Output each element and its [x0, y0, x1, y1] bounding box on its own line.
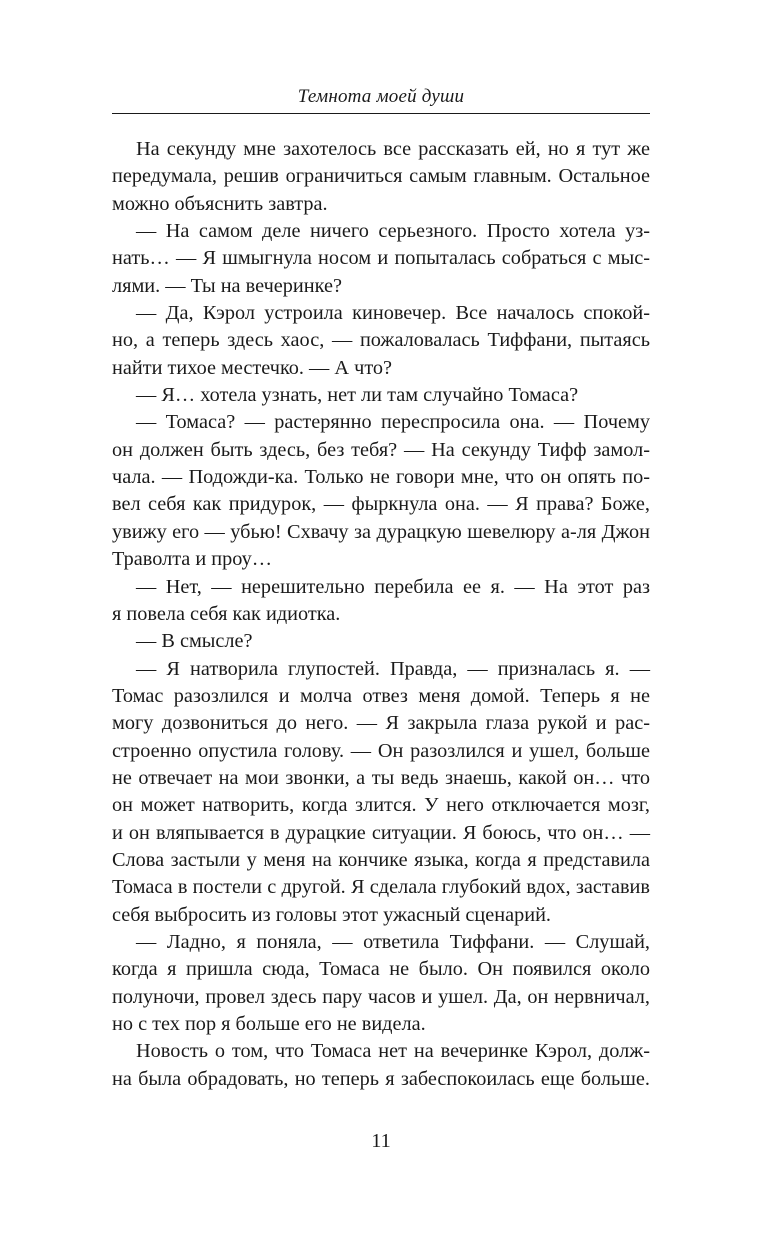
paragraph: [112, 929, 650, 1038]
paragraph: [112, 1038, 650, 1093]
text-line: но с тех пор я больше его не видела.: [112, 1013, 426, 1035]
text-line: Слова застыли у меня на кончике языка, когда я представила: [112, 848, 650, 871]
paragraph: [112, 656, 650, 929]
paragraph: [112, 218, 650, 300]
paragraph: [112, 574, 650, 629]
text-line: — На самом деле ничего серьезного. Просто хотела уз-: [136, 220, 650, 243]
text-line: на была обрадовать, но теперь я забеспокоилась еще больше.: [112, 1067, 650, 1090]
paragraph: [112, 382, 650, 409]
text-line: — Томаса? — растерянно переспросила она. — Почему: [136, 411, 650, 434]
paragraph: [112, 409, 650, 573]
text-line: когда я пришла сюда, Томаса не было. Он появился около: [112, 958, 650, 981]
header-rule: [112, 113, 650, 114]
text-line: — Я… хотела узнать, нет ли там случайно Томаса?: [136, 384, 579, 407]
text-line: Траволта и проу…: [112, 548, 273, 571]
paragraph: [112, 300, 650, 382]
text-line: и он вляпывается в дурацкие ситуации. Я боюсь, что он… —: [112, 821, 650, 844]
text-line: можно объяснить завтра.: [112, 192, 328, 215]
text-line: чала. — Подожди-ка. Только не говори мне, что он опять по-: [112, 466, 650, 489]
text-line: он должен быть здесь, без тебя? — На секунду Тифф замол-: [112, 438, 650, 461]
text-line: строенно опустила голову. — Он разозлился и ушел, больше: [112, 739, 650, 762]
text-line: я повела себя как идиотка.: [112, 602, 341, 625]
text-line: передумала, решив ограничиться самым главным. Остальное: [112, 165, 650, 188]
text-line: лями. — Ты на вечеринке?: [112, 274, 342, 297]
text-line: увижу его — убью! Схвачу за дурацкую шевелюру а-ля Джон: [112, 520, 650, 543]
paragraph: [112, 136, 650, 218]
text-line: — Да, Кэрол устроила киновечер. Все началось спокой-: [136, 302, 650, 325]
body-text: [112, 136, 650, 1093]
text-line: он может натворить, когда злится. У него отключается мозг,: [112, 794, 650, 817]
text-line: На секунду мне захотелось все рассказать ей, но я тут же: [136, 138, 650, 160]
text-line: но, а теперь здесь хаос, — пожаловалась Тиффани, пытаясь: [112, 329, 650, 352]
text-line: Новость о том, что Томаса нет на вечеринке Кэрол, долж-: [136, 1040, 650, 1063]
text-line: — В смысле?: [136, 630, 253, 653]
text-line: найти тихое местечко. — А что?: [112, 356, 393, 379]
text-line: Томас разозлился и молча отвез меня домой. Теперь я не: [112, 684, 650, 707]
text-line: — Ладно, я поняла, — ответила Тиффани. — Слушай,: [136, 930, 650, 953]
text-line: — Нет, — нерешительно перебила ее я. — На этот раз: [136, 575, 650, 598]
text-line: вел себя как придурок, — фыркнула она. — Я права? Боже,: [112, 493, 650, 516]
running-head: Темнота моей души: [297, 86, 465, 107]
text-line: — Я натворила глупостей. Правда, — призналась я. —: [136, 657, 650, 680]
paragraph: [112, 628, 650, 655]
text-line: могу дозвониться до него. — Я закрыла глаза рукой и рас-: [112, 712, 650, 735]
text-line: полуночи, провел здесь пару часов и ушел. Да, он нервничал,: [112, 985, 650, 1008]
text-line: себя выбросить из головы этот ужасный сценарий.: [112, 903, 551, 926]
text-line: Томаса в постели с другой. Я сделала глубокий вдох, заставив: [112, 876, 650, 899]
text-line: не отвечает на мои звонки, а ты ведь знаешь, какой он… что: [112, 766, 650, 789]
text-line: нать… — Я шмыгнула носом и попыталась собраться с мыс-: [112, 247, 650, 270]
page-number: 11: [371, 1130, 391, 1152]
